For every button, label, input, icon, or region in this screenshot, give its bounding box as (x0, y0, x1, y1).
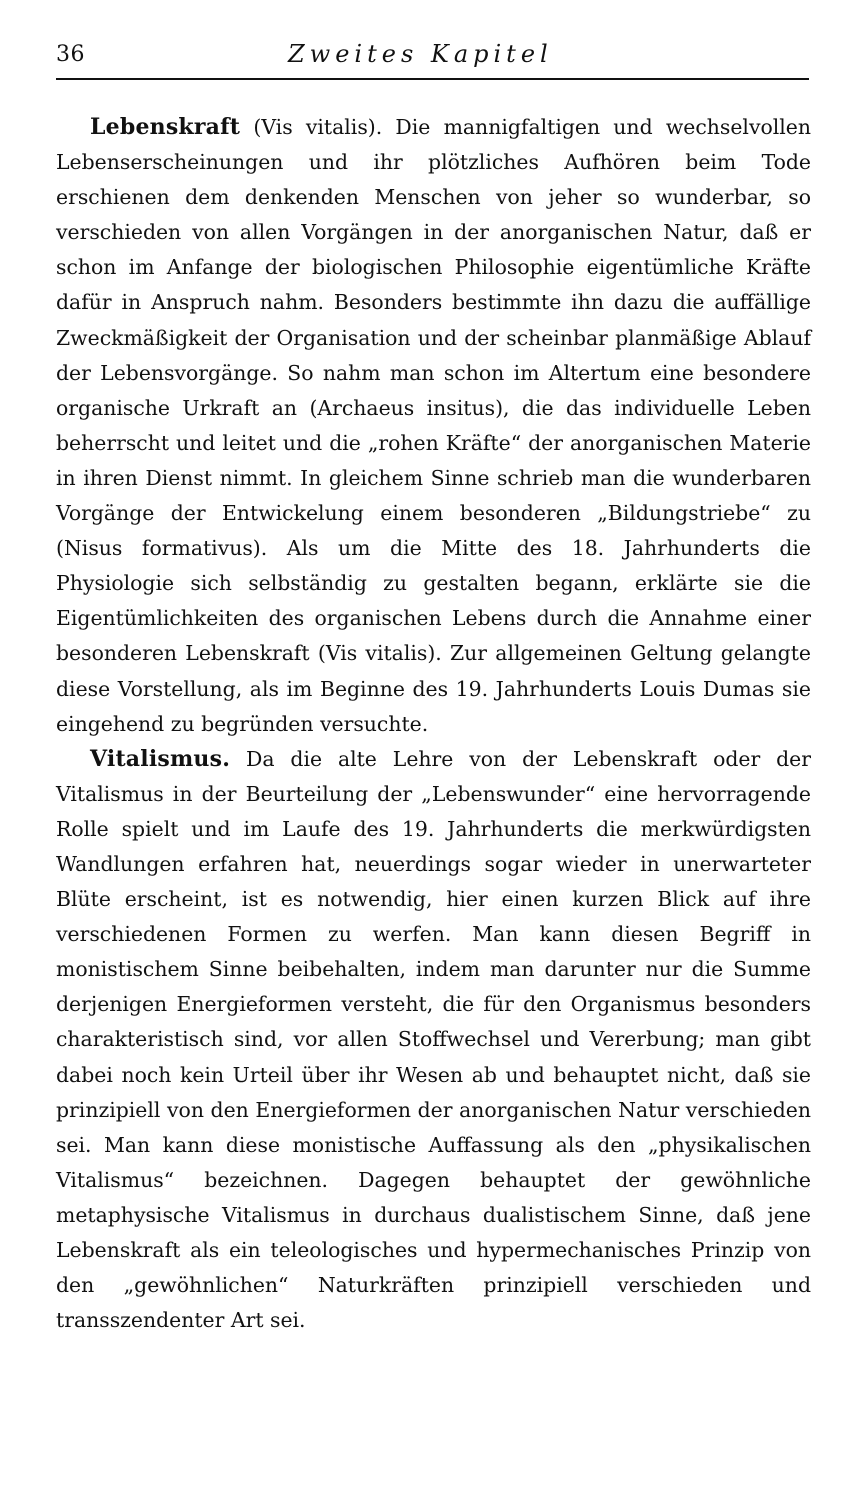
paragraph-vitalismus (56, 742, 811, 1339)
paragraph-text: Da die alte Lehre von der Lebenskraft oder der Vitalismus in der Beurteilung der „Lebenswunder“ eine hervorragende Rolle spielt und im Laufe des 19. Jahrhunderts die merkwürdigsten Wandlungen erfahren hat, neuerdings sogar wieder in unerwarteter Blüte erscheint, ist es notwendig, hier einen kurzen Blick auf ihre verschiedenen Formen zu werfen. Man kann diesen Begriff in monistischem Sinne beibehalten, indem man darunter nur die Summe derjenigen Energieformen versteht, die für den Organismus besonders charakteristisch sind, vor allen Stoffwechsel und Vererbung; man gibt dabei noch kein Urteil über ihr Wesen ab und behauptet nicht, daß sie prinzipiell von den Energieformen der anorganischen Natur verschieden sei. Man kann diese monistische Auffassung als den „physikalischen Vitalismus“ bezeichnen. Dagegen behauptet der gewöhnliche metaphysische Vitalismus in durchaus dualistischem Sinne, daß jene Lebenskraft als ein teleologisches und hypermechanisches Prinzip von den „gewöhnlichen“ Naturkräften prinzipiell verschieden und transszendenter Art sei. (56, 746, 811, 1333)
paragraph-text: (Vis vitalis). Die mannigfaltigen und wechselvollen Lebenserscheinungen und ihr plötzliches Aufhören beim Tode erschienen dem denkenden Menschen von jeher so wunderbar, so verschieden von allen Vorgängen in der anorganischen Natur, daß er schon im Anfange der biologischen Philosophie eigentümliche Kräfte dafür in Anspruch nahm. Besonders bestimmte ihn dazu die auffällige Zweckmäßigkeit der Organisation und der scheinbar planmäßige Ablauf der Lebensvorgänge. So nahm man schon im Altertum eine besondere organische Urkraft an (Archaeus insitus), die das individuelle Leben beherrscht und leitet und die „rohen Kräfte“ der anorganischen Materie in ihren Dienst nimmt. In gleichem Sinne schrieb man die wunderbaren Vorgänge der Entwickelung einem besonderen „Bildungstriebe“ zu (Nisus formativus). Als um die Mitte des 18. Jahrhunderts die Physiologie sich selbständig zu gestalten begann, erklärte sie die Eigentümlichkeiten des organischen Lebens durch die Annahme einer besonderen Lebenskraft (Vis vitalis). Zur allgemeinen Geltung gelangte diese Vorstellung, als im Beginne des 19. Jahrhunderts Louis Dumas sie eingehend zu begründen versuchte. (56, 115, 811, 736)
paragraph-term: Lebenskraft (90, 114, 241, 140)
body-text (56, 110, 811, 1338)
paragraph-lebenskraft (56, 110, 811, 742)
running-head: Zweites Kapitel (288, 40, 553, 68)
paragraph-term: Vitalismus. (90, 745, 231, 772)
page-header (56, 40, 809, 80)
page-number: 36 (56, 42, 85, 67)
